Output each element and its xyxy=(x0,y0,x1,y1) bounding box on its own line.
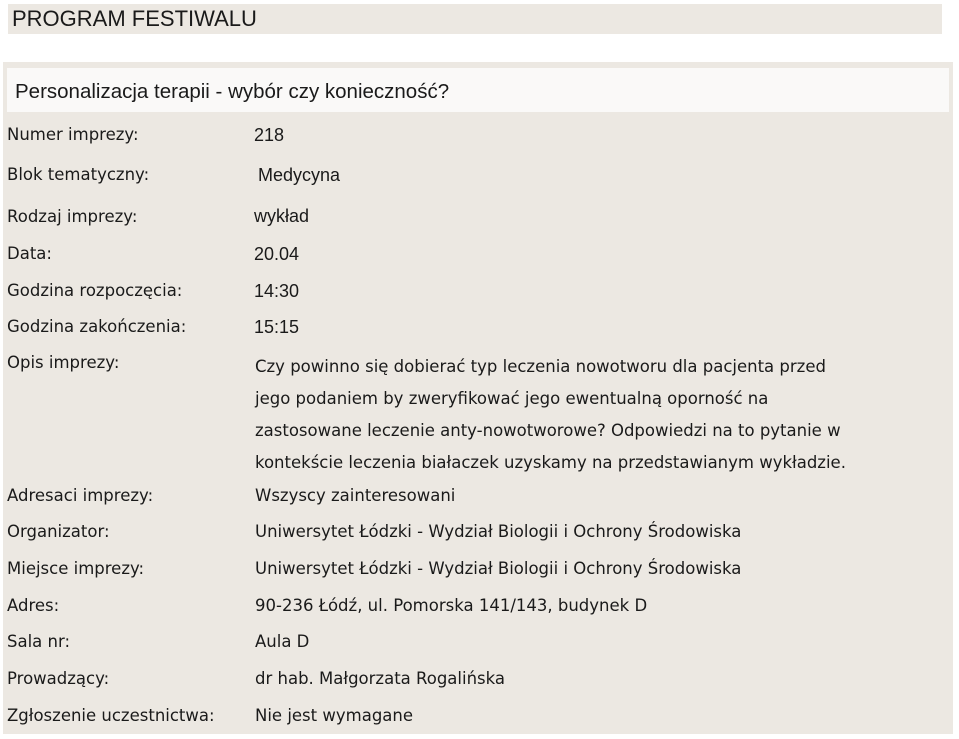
value-rodzaj: wykład xyxy=(254,206,310,226)
label-end: Godzina zakończenia: xyxy=(7,317,187,336)
value-sala: Aula D xyxy=(255,632,310,651)
label-numer: Numer imprezy: xyxy=(7,125,139,144)
program-header xyxy=(8,4,942,34)
description-line: kontekście leczenia białaczek uzyskamy na przedstawianym wykładzie. xyxy=(255,453,846,472)
program-title: PROGRAM FESTIWALU xyxy=(12,6,257,31)
label-data: Data: xyxy=(7,244,52,263)
label-rodzaj: Rodzaj imprezy: xyxy=(7,207,138,226)
event-title: Personalizacja terapii - wybór czy konieczność? xyxy=(15,80,450,103)
value-miejsce: Uniwersytet Łódzki - Wydział Biologii i Ochrony Środowiska xyxy=(255,559,742,578)
value-prowadzacy: dr hab. Małgorzata Rogalińska xyxy=(255,669,506,688)
value-data: 20.04 xyxy=(254,244,300,264)
value-zgloszenie: Nie jest wymagane xyxy=(255,706,414,725)
value-adresaci: Wszyscy zainteresowani xyxy=(255,486,456,505)
value-numer: 218 xyxy=(254,125,285,145)
value-adres: 90-236 Łódź, ul. Pomorska 141/143, budynek D xyxy=(255,596,648,615)
label-adres: Adres: xyxy=(7,596,60,615)
label-blok: Blok tematyczny: xyxy=(7,165,150,184)
label-sala: Sala nr: xyxy=(7,632,71,651)
label-organizator: Organizator: xyxy=(7,522,110,541)
label-adresaci: Adresaci imprezy: xyxy=(7,486,154,505)
description-line: Czy powinno się dobierać typ leczenia nowotworu dla pacjenta przed xyxy=(255,357,826,376)
label-miejsce: Miejsce imprezy: xyxy=(7,559,145,578)
event-description xyxy=(255,351,955,479)
value-end: 15:15 xyxy=(254,317,300,337)
label-zgloszenie: Zgłoszenie uczestnictwa: xyxy=(7,706,215,725)
event-title-box xyxy=(7,68,949,112)
label-opis: Opis imprezy: xyxy=(7,353,120,372)
description-line: jego podaniem by zweryfikować jego ewentualną oporność na xyxy=(255,389,769,408)
value-organizator: Uniwersytet Łódzki - Wydział Biologii i Ochrony Środowiska xyxy=(255,522,742,541)
label-start: Godzina rozpoczęcia: xyxy=(7,281,183,300)
label-prowadzacy: Prowadzący: xyxy=(7,669,110,688)
value-start: 14:30 xyxy=(254,281,300,301)
value-blok: Medycyna xyxy=(258,165,341,185)
description-line: zastosowane leczenie anty-nowotworowe? Odpowiedzi na to pytanie w xyxy=(255,421,841,440)
